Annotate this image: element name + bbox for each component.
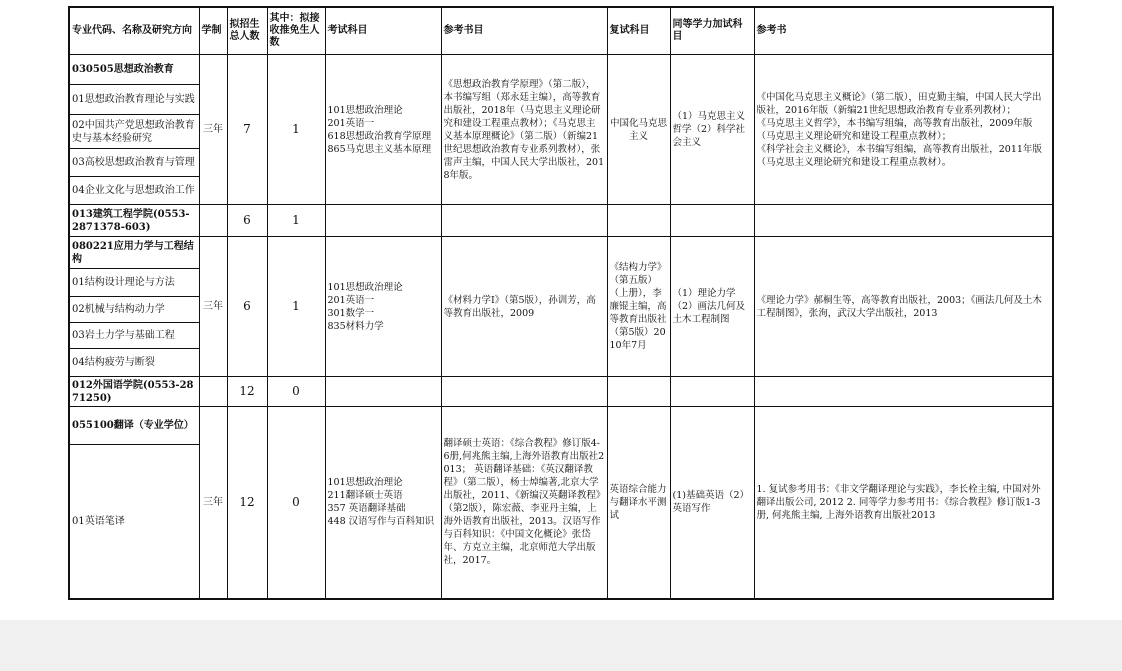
major-title: 080221应用力学与工程结构 <box>69 237 199 269</box>
extra-ref-line: 《马克思主义哲学》，本书编写组编，高等教育出版社，2009年版（马克思主义理论研究和建设工程重点教材）； <box>756 117 1033 142</box>
research-direction: 03岩土力学与基础工程 <box>69 323 199 349</box>
retest-subject: 《结构力学》（第五版）（上册），李廉锟主编，高等教育出版社（第5版）2010年7月 <box>607 237 670 377</box>
header-refbooks: 参考书目 <box>441 7 607 55</box>
exam-subject: 201英语一 <box>327 117 375 129</box>
exam-subjects <box>325 55 441 205</box>
exam-subject: 357 英语翻译基础 <box>327 503 406 515</box>
research-direction: 04结构疲劳与断裂 <box>69 349 199 377</box>
exempt-cell: 1 <box>267 205 325 237</box>
exam-subject: 865马克思主义基本原理 <box>327 143 432 155</box>
extra-ref-line: 《科学社会主义概论》，本书编写组编，高等教育出版社，2011年版（马克思主义理论研究和建设工程重点教材）。 <box>756 143 1042 168</box>
exam-subject: 201英语一 <box>327 294 375 306</box>
exam-subject: 101思想政治理论 <box>327 104 403 116</box>
exam-subject: 101思想政治理论 <box>327 477 403 489</box>
exam-subject: 618思想政治教育学原理 <box>327 130 432 142</box>
plan-cell: 6 <box>227 237 267 377</box>
reference-books: 翻译硕士英语：《综合教程》修订版4-6册,何兆熊主编,上海外语教育出版社2013； 英语翻译基础：《英汉翻译教程》（第二版），杨士焯编著,北京大学出版社，2011、《新编汉英翻译教程》（第2版），陈宏薇、李亚丹主编，上海外语教育出版社，2013。汉语写作与百科知识：《中国文化概论》张岱年、方克立主编，北京师范大学出版社，2017。 <box>441 407 607 599</box>
exempt-cell: 1 <box>267 237 325 377</box>
reference-books: 《材料力学Ⅰ》（第5版），孙训芳，高等教育出版社，2009 <box>441 237 607 377</box>
research-direction: 01思想政治教育理论与实践 <box>69 85 199 115</box>
exam-subject: 835材料力学 <box>327 320 384 332</box>
extra-reference <box>754 55 1053 205</box>
exam-subject: 301数学一 <box>327 307 375 319</box>
header-retest: 复试科目 <box>607 7 670 55</box>
header-extra: 同等学力加试科目 <box>670 7 754 55</box>
table-row <box>69 407 1053 445</box>
header-major: 专业代码、名称及研究方向 <box>69 7 199 55</box>
exam-subject: 211翻译硕士英语 <box>327 490 403 502</box>
extra-subjects: (1)基础英语（2）英语写作 <box>670 407 754 599</box>
extra-reference: 《理论力学》郝桐生等，高等教育出版社，2003；《画法几何及土木工程制图》，张洵，武汉大学出版社，2013 <box>754 237 1053 377</box>
major-title: 055100翻译（专业学位） <box>69 407 199 445</box>
table-row <box>69 205 1053 237</box>
years-cell: 三年 <box>199 237 227 377</box>
extra-ref-line: 《中国化马克思主义概论》（第二版），田克勤主编，中国人民大学出版社，2016年版（新编21世纪思想政治教育专业系列教材）； <box>756 91 1042 116</box>
exempt-cell: 0 <box>267 407 325 599</box>
exam-subjects <box>325 237 441 377</box>
research-direction: 01英语笔译 <box>69 445 199 599</box>
years-cell: 三年 <box>199 55 227 205</box>
plan-cell: 12 <box>227 407 267 599</box>
table-row <box>69 377 1053 407</box>
years-cell: 三年 <box>199 407 227 599</box>
school-title: 013建筑工程学院(0553-2871378-603) <box>69 205 199 237</box>
header-extra-ref: 参考书 <box>754 7 1053 55</box>
plan-cell: 6 <box>227 205 267 237</box>
page-bottom-background <box>0 620 1122 671</box>
exempt-cell: 1 <box>267 55 325 205</box>
major-title: 030505思想政治教育 <box>69 55 199 85</box>
header-exempt: 其中：拟接收推免生人数 <box>267 7 325 55</box>
research-direction: 01结构设计理论与方法 <box>69 269 199 297</box>
retest-subject: 中国化马克思主义 <box>607 55 670 205</box>
admissions-table <box>68 6 1054 600</box>
exam-subjects <box>325 407 441 599</box>
header-years: 学制 <box>199 7 227 55</box>
header-plan: 拟招生总人数 <box>227 7 267 55</box>
exempt-cell: 0 <box>267 377 325 407</box>
exam-subject: 101思想政治理论 <box>327 281 403 293</box>
school-title: 012外国语学院(0553-2871250) <box>69 377 199 407</box>
table-row <box>69 237 1053 269</box>
research-direction: 03高校思想政治教育与管理 <box>69 149 199 177</box>
header-row <box>69 7 1053 55</box>
research-direction: 02机械与结构动力学 <box>69 297 199 323</box>
extra-subjects: （1）理论力学（2）画法几何及土木工程制图 <box>670 237 754 377</box>
research-direction: 02中国共产党思想政治教育史与基本经验研究 <box>69 115 199 149</box>
extra-reference: 1. 复试参考用书：《非文学翻译理论与实践》，李长栓主编, 中国对外翻译出版公司, 2012 2. 同等学力参考用书：《综合教程》修订版1-3册, 何兆熊主编, 上海外语教育出版社2013 <box>754 407 1053 599</box>
plan-cell: 12 <box>227 377 267 407</box>
exam-subject: 448 汉语写作与百科知识 <box>327 516 435 528</box>
extra-subjects: （1）马克思主义哲学（2）科学社会主义 <box>670 55 754 205</box>
reference-books: 《思想政治教育学原理》（第二版），本书编写组（郑永廷主编），高等教育出版社，2018年（马克思主义理论研究和建设工程重点教材）；《马克思主义基本原理概论》（第二版）（新编21世纪思想政治教育专业系列教材），张雷声主编，中国人民大学出版社，2018年版。 <box>441 55 607 205</box>
table-row <box>69 55 1053 85</box>
plan-cell: 7 <box>227 55 267 205</box>
header-exam: 考试科目 <box>325 7 441 55</box>
retest-subject: 英语综合能力与翻译水平测试 <box>607 407 670 599</box>
research-direction: 04企业文化与思想政治工作 <box>69 177 199 205</box>
